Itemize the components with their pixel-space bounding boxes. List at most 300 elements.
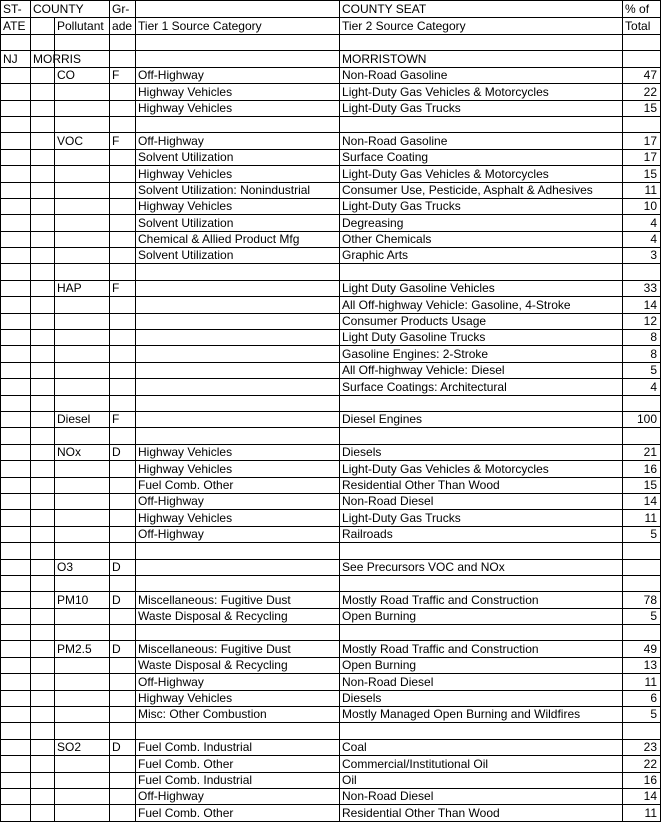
table-row xyxy=(1,428,661,444)
cell-county xyxy=(31,510,55,526)
cell-percent: 17 xyxy=(623,149,661,165)
cell-tier2: Non-Road Diesel xyxy=(340,493,623,509)
cell-percent: 4 xyxy=(623,379,661,395)
cell-state xyxy=(1,182,31,198)
cell-pollutant xyxy=(55,690,110,706)
cell-tier1 xyxy=(136,116,340,132)
cell-tier2: Surface Coatings: Architectural xyxy=(340,379,623,395)
cell-percent: 5 xyxy=(623,707,661,723)
cell-state xyxy=(1,510,31,526)
cell-grade: F xyxy=(110,411,136,427)
cell-tier1 xyxy=(136,625,340,641)
table-row xyxy=(1,559,661,575)
cell-grade xyxy=(110,297,136,313)
cell-state xyxy=(1,280,31,296)
header-state-2: ATE xyxy=(1,18,31,35)
cell-grade xyxy=(110,84,136,100)
table-row xyxy=(1,67,661,83)
cell-tier2: Railroads xyxy=(340,526,623,542)
cell-grade xyxy=(110,264,136,280)
cell-grade: F xyxy=(110,67,136,83)
header-tier2: Tier 2 Source Category xyxy=(340,18,623,35)
cell-grade xyxy=(110,248,136,264)
cell-pollutant xyxy=(55,674,110,690)
cell-percent xyxy=(623,575,661,591)
cell-percent xyxy=(623,428,661,444)
cell-percent: 5 xyxy=(623,608,661,624)
cell-grade xyxy=(110,608,136,624)
cell-grade xyxy=(110,395,136,411)
cell-state xyxy=(1,772,31,788)
cell-state xyxy=(1,739,31,755)
cell-tier2: See Precursors VOC and NOx xyxy=(340,559,623,575)
cell-county xyxy=(31,756,55,772)
cell-percent: 33 xyxy=(623,280,661,296)
cell-tier1: Chemical & Allied Product Mfg xyxy=(136,231,340,247)
cell-pollutant xyxy=(55,723,110,739)
cell-tier2: Light-Duty Gas Vehicles & Motorcycles xyxy=(340,166,623,182)
cell-pollutant: VOC xyxy=(55,133,110,149)
cell-state xyxy=(1,690,31,706)
table-row xyxy=(1,379,661,395)
cell-tier1 xyxy=(136,379,340,395)
cell-percent xyxy=(623,116,661,132)
cell-tier2: Open Burning xyxy=(340,657,623,673)
cell-tier1: Off-Highway xyxy=(136,133,340,149)
cell-state xyxy=(1,444,31,460)
cell-tier1: Highway Vehicles xyxy=(136,444,340,460)
cell-tier1 xyxy=(136,346,340,362)
cell-state xyxy=(1,608,31,624)
cell-state xyxy=(1,166,31,182)
cell-pollutant xyxy=(55,264,110,280)
cell-grade xyxy=(110,526,136,542)
cell-tier2: Non-Road Gasoline xyxy=(340,67,623,83)
cell-percent: 11 xyxy=(623,510,661,526)
cell-pollutant: PM10 xyxy=(55,592,110,608)
cell-tier2 xyxy=(340,543,623,559)
cell-tier2: MORRISTOWN xyxy=(340,51,623,67)
cell-county xyxy=(31,493,55,509)
cell-county xyxy=(31,264,55,280)
cell-state xyxy=(1,133,31,149)
cell-tier2 xyxy=(340,395,623,411)
cell-tier1: Highway Vehicles xyxy=(136,461,340,477)
table-row xyxy=(1,51,661,67)
cell-tier2: Light-Duty Gas Trucks xyxy=(340,100,623,116)
cell-tier2: Open Burning xyxy=(340,608,623,624)
cell-tier2 xyxy=(340,575,623,591)
cell-tier1: Highway Vehicles xyxy=(136,510,340,526)
cell-state xyxy=(1,313,31,329)
cell-county xyxy=(31,297,55,313)
cell-county xyxy=(31,198,55,214)
cell-tier2: Light-Duty Gas Vehicles & Motorcycles xyxy=(340,461,623,477)
cell-grade xyxy=(110,493,136,509)
cell-pollutant xyxy=(55,362,110,378)
cell-percent: 22 xyxy=(623,84,661,100)
cell-county xyxy=(31,805,55,821)
cell-county xyxy=(31,346,55,362)
cell-tier2: Light-Duty Gas Trucks xyxy=(340,510,623,526)
cell-grade: D xyxy=(110,444,136,460)
cell-pollutant xyxy=(55,805,110,821)
cell-tier1: Highway Vehicles xyxy=(136,198,340,214)
cell-percent xyxy=(623,543,661,559)
cell-tier2: Diesels xyxy=(340,444,623,460)
cell-tier2 xyxy=(340,116,623,132)
cell-pollutant xyxy=(55,297,110,313)
cell-grade: F xyxy=(110,133,136,149)
cell-grade xyxy=(110,330,136,346)
cell-tier1 xyxy=(136,51,340,67)
cell-tier1: Highway Vehicles xyxy=(136,100,340,116)
cell-pollutant xyxy=(55,493,110,509)
cell-county xyxy=(31,641,55,657)
cell-tier2: Light-Duty Gas Vehicles & Motorcycles xyxy=(340,84,623,100)
cell-percent xyxy=(623,264,661,280)
cell-tier1: Highway Vehicles xyxy=(136,84,340,100)
cell-percent: 22 xyxy=(623,756,661,772)
cell-tier1: Solvent Utilization xyxy=(136,248,340,264)
cell-pollutant: O3 xyxy=(55,559,110,575)
cell-tier1 xyxy=(136,575,340,591)
cell-state xyxy=(1,330,31,346)
table-row xyxy=(1,510,661,526)
cell-percent: 15 xyxy=(623,100,661,116)
cell-grade xyxy=(110,690,136,706)
cell-tier1: Off-Highway xyxy=(136,674,340,690)
header-state: ST- xyxy=(1,1,31,18)
cell-grade xyxy=(110,379,136,395)
cell-percent: 14 xyxy=(623,493,661,509)
cell-grade xyxy=(110,772,136,788)
cell-county xyxy=(31,411,55,427)
cell-state xyxy=(1,707,31,723)
cell-pollutant xyxy=(55,772,110,788)
cell-percent: 6 xyxy=(623,690,661,706)
header-total: Total xyxy=(623,18,661,35)
table-row xyxy=(1,477,661,493)
cell-state xyxy=(1,248,31,264)
cell-tier1: Solvent Utilization xyxy=(136,149,340,165)
table-row xyxy=(1,674,661,690)
table-row xyxy=(1,756,661,772)
cell-state xyxy=(1,116,31,132)
header-pollutant: Pollutant xyxy=(55,18,110,35)
cell-percent xyxy=(623,35,661,51)
cell-tier1: Fuel Comb. Industrial xyxy=(136,772,340,788)
cell-state xyxy=(1,379,31,395)
cell-state xyxy=(1,575,31,591)
cell-pollutant xyxy=(55,330,110,346)
cell-grade xyxy=(110,543,136,559)
cell-county xyxy=(31,559,55,575)
cell-state xyxy=(1,411,31,427)
table-row xyxy=(1,100,661,116)
cell-pollutant xyxy=(55,248,110,264)
cell-county xyxy=(31,592,55,608)
cell-tier1: Miscellaneous: Fugitive Dust xyxy=(136,592,340,608)
cell-pollutant xyxy=(55,35,110,51)
cell-pollutant xyxy=(55,575,110,591)
table-row xyxy=(1,231,661,247)
cell-percent: 11 xyxy=(623,182,661,198)
table-row xyxy=(1,149,661,165)
cell-grade xyxy=(110,477,136,493)
cell-state xyxy=(1,641,31,657)
cell-tier2: Mostly Managed Open Burning and Wildfires xyxy=(340,707,623,723)
cell-county xyxy=(31,133,55,149)
cell-grade xyxy=(110,51,136,67)
cell-state: NJ xyxy=(1,51,31,67)
cell-tier1: Off-Highway xyxy=(136,67,340,83)
header-row-2 xyxy=(1,18,661,35)
cell-pollutant xyxy=(55,215,110,231)
table-row xyxy=(1,690,661,706)
cell-tier1 xyxy=(136,395,340,411)
table-row xyxy=(1,526,661,542)
cell-tier1: Misc: Other Combustion xyxy=(136,707,340,723)
cell-pollutant xyxy=(55,788,110,804)
cell-grade xyxy=(110,182,136,198)
cell-county xyxy=(31,166,55,182)
cell-percent: 49 xyxy=(623,641,661,657)
cell-county xyxy=(31,657,55,673)
cell-county xyxy=(31,428,55,444)
cell-grade: F xyxy=(110,280,136,296)
cell-county xyxy=(31,280,55,296)
cell-tier2: Other Chemicals xyxy=(340,231,623,247)
cell-grade xyxy=(110,215,136,231)
cell-tier2: Light-Duty Gas Trucks xyxy=(340,198,623,214)
cell-state xyxy=(1,461,31,477)
cell-grade xyxy=(110,756,136,772)
table-row xyxy=(1,641,661,657)
cell-percent: 17 xyxy=(623,133,661,149)
cell-state xyxy=(1,788,31,804)
cell-tier2 xyxy=(340,723,623,739)
cell-tier1: Solvent Utilization: Nonindustrial xyxy=(136,182,340,198)
cell-state xyxy=(1,477,31,493)
cell-state xyxy=(1,297,31,313)
cell-percent: 10 xyxy=(623,198,661,214)
cell-percent: 100 xyxy=(623,411,661,427)
cell-tier2: Light Duty Gasoline Trucks xyxy=(340,330,623,346)
table-row xyxy=(1,330,661,346)
table-row xyxy=(1,35,661,51)
cell-grade xyxy=(110,625,136,641)
cell-tier1: Miscellaneous: Fugitive Dust xyxy=(136,641,340,657)
cell-pollutant xyxy=(55,657,110,673)
cell-pollutant xyxy=(55,313,110,329)
cell-tier2: Residential Other Than Wood xyxy=(340,477,623,493)
cell-tier1 xyxy=(136,330,340,346)
cell-pollutant xyxy=(55,198,110,214)
cell-county xyxy=(31,182,55,198)
cell-percent xyxy=(623,559,661,575)
cell-tier2: Residential Other Than Wood xyxy=(340,805,623,821)
cell-state xyxy=(1,346,31,362)
table-row xyxy=(1,493,661,509)
cell-pollutant xyxy=(55,84,110,100)
header-tier1: Tier 1 Source Category xyxy=(136,18,340,35)
cell-tier2: All Off-highway Vehicle: Gasoline, 4-Stroke xyxy=(340,297,623,313)
cell-tier1: Highway Vehicles xyxy=(136,166,340,182)
cell-percent: 5 xyxy=(623,526,661,542)
cell-tier2 xyxy=(340,35,623,51)
cell-state xyxy=(1,198,31,214)
cell-state xyxy=(1,657,31,673)
cell-percent xyxy=(623,625,661,641)
cell-tier2: Mostly Road Traffic and Construction xyxy=(340,641,623,657)
cell-state xyxy=(1,559,31,575)
cell-percent: 8 xyxy=(623,330,661,346)
cell-county xyxy=(31,100,55,116)
table-row xyxy=(1,543,661,559)
cell-tier2 xyxy=(340,428,623,444)
cell-tier2: Commercial/Institutional Oil xyxy=(340,756,623,772)
table-row xyxy=(1,248,661,264)
cell-tier1: Fuel Comb. Other xyxy=(136,756,340,772)
cell-tier1 xyxy=(136,559,340,575)
cell-pollutant xyxy=(55,625,110,641)
header-indent xyxy=(31,18,55,35)
cell-grade xyxy=(110,313,136,329)
cell-grade xyxy=(110,657,136,673)
cell-grade: D xyxy=(110,739,136,755)
cell-county xyxy=(31,116,55,132)
table-row xyxy=(1,625,661,641)
cell-grade xyxy=(110,805,136,821)
cell-percent: 5 xyxy=(623,362,661,378)
cell-county xyxy=(31,739,55,755)
cell-county xyxy=(31,526,55,542)
cell-county xyxy=(31,395,55,411)
cell-state xyxy=(1,362,31,378)
table-row xyxy=(1,313,661,329)
cell-tier1 xyxy=(136,411,340,427)
cell-pollutant: Diesel xyxy=(55,411,110,427)
table-row xyxy=(1,723,661,739)
cell-pollutant xyxy=(55,346,110,362)
cell-percent: 15 xyxy=(623,477,661,493)
table-row xyxy=(1,133,661,149)
table-row xyxy=(1,264,661,280)
cell-grade xyxy=(110,674,136,690)
cell-county xyxy=(31,723,55,739)
table-row xyxy=(1,297,661,313)
cell-tier1 xyxy=(136,297,340,313)
cell-tier1 xyxy=(136,362,340,378)
cell-tier1 xyxy=(136,428,340,444)
table-row xyxy=(1,805,661,821)
cell-percent: 13 xyxy=(623,657,661,673)
cell-grade xyxy=(110,788,136,804)
cell-percent: 21 xyxy=(623,444,661,460)
table-row xyxy=(1,608,661,624)
cell-state xyxy=(1,625,31,641)
cell-county xyxy=(31,543,55,559)
cell-grade xyxy=(110,428,136,444)
cell-tier1 xyxy=(136,280,340,296)
cell-pollutant xyxy=(55,526,110,542)
cell-tier1: Fuel Comb. Other xyxy=(136,477,340,493)
table-row xyxy=(1,657,661,673)
cell-percent: 11 xyxy=(623,674,661,690)
cell-tier1: Fuel Comb. Industrial xyxy=(136,739,340,755)
cell-percent: 8 xyxy=(623,346,661,362)
cell-tier2 xyxy=(340,264,623,280)
cell-state xyxy=(1,526,31,542)
cell-percent: 11 xyxy=(623,805,661,821)
cell-pollutant xyxy=(55,707,110,723)
header-grade: Gr- xyxy=(110,1,136,18)
table-body xyxy=(1,35,661,822)
cell-percent: 4 xyxy=(623,215,661,231)
cell-county xyxy=(31,772,55,788)
cell-county xyxy=(31,330,55,346)
cell-county xyxy=(31,625,55,641)
cell-tier1: Highway Vehicles xyxy=(136,690,340,706)
cell-state xyxy=(1,264,31,280)
cell-tier1 xyxy=(136,264,340,280)
cell-state xyxy=(1,215,31,231)
cell-grade: D xyxy=(110,559,136,575)
cell-pollutant xyxy=(55,756,110,772)
cell-tier1: Solvent Utilization xyxy=(136,215,340,231)
cell-percent: 4 xyxy=(623,231,661,247)
cell-tier1: Off-Highway xyxy=(136,788,340,804)
cell-tier2: Surface Coating xyxy=(340,149,623,165)
table-row xyxy=(1,444,661,460)
cell-county xyxy=(31,35,55,51)
cell-tier2: Consumer Use, Pesticide, Asphalt & Adhesives xyxy=(340,182,623,198)
cell-grade xyxy=(110,116,136,132)
cell-county xyxy=(31,379,55,395)
cell-tier2: All Off-highway Vehicle: Diesel xyxy=(340,362,623,378)
cell-state xyxy=(1,756,31,772)
cell-county xyxy=(31,788,55,804)
cell-grade: D xyxy=(110,641,136,657)
table-row xyxy=(1,116,661,132)
table-row xyxy=(1,707,661,723)
cell-pollutant xyxy=(55,149,110,165)
cell-grade xyxy=(110,198,136,214)
cell-grade: D xyxy=(110,592,136,608)
cell-tier1 xyxy=(136,543,340,559)
cell-pollutant xyxy=(55,231,110,247)
cell-state xyxy=(1,428,31,444)
cell-pollutant xyxy=(55,510,110,526)
cell-state xyxy=(1,35,31,51)
cell-pollutant xyxy=(55,379,110,395)
header-grade-2: ade xyxy=(110,18,136,35)
table-row xyxy=(1,198,661,214)
cell-percent: 47 xyxy=(623,67,661,83)
cell-tier2: Graphic Arts xyxy=(340,248,623,264)
table-row xyxy=(1,362,661,378)
table-row xyxy=(1,280,661,296)
cell-state xyxy=(1,149,31,165)
cell-percent: 16 xyxy=(623,461,661,477)
table-row xyxy=(1,166,661,182)
header-county-seat: COUNTY SEAT xyxy=(340,1,623,18)
cell-grade xyxy=(110,362,136,378)
cell-state xyxy=(1,84,31,100)
cell-tier2: Non-Road Gasoline xyxy=(340,133,623,149)
cell-state xyxy=(1,67,31,83)
